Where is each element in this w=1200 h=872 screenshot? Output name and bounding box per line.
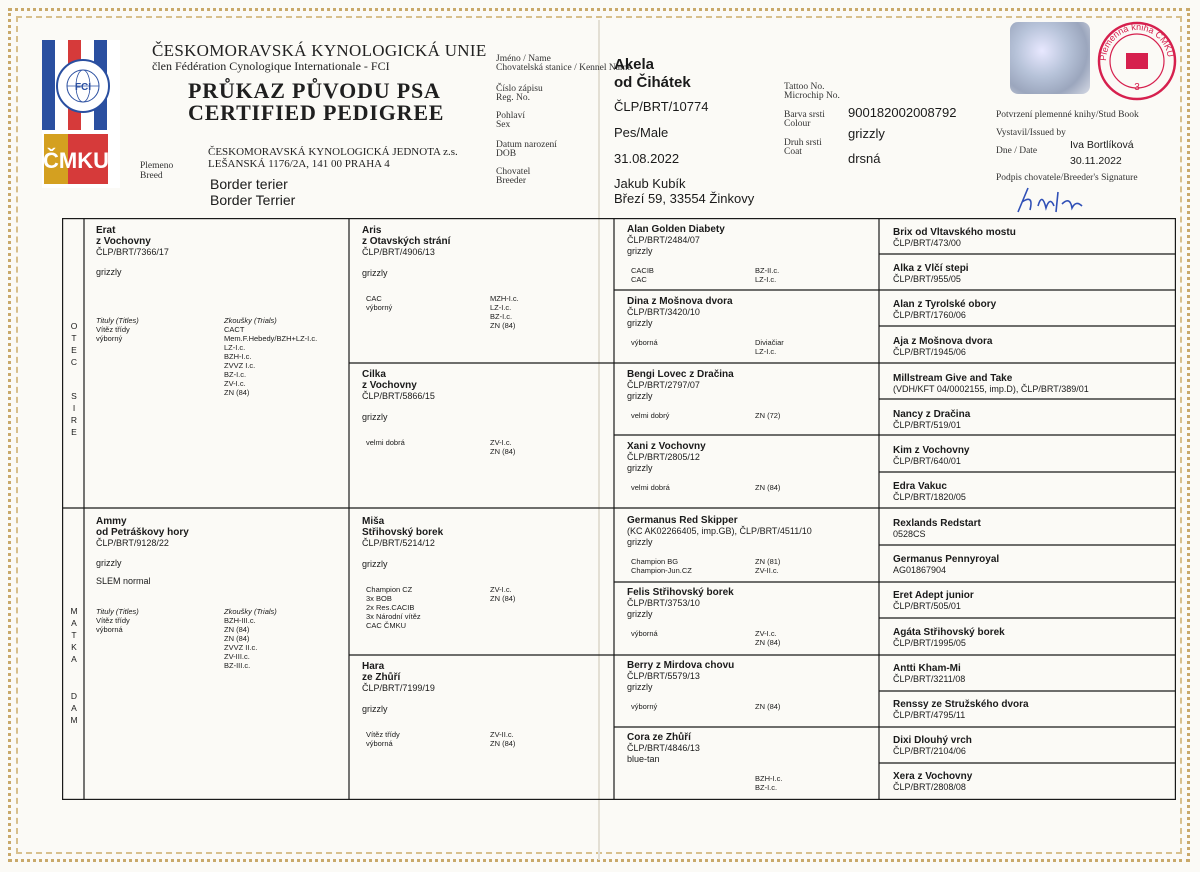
great-grandparent-name: Berry z Mirdova chovu — [627, 660, 735, 671]
tattoo-label: Tattoo No. — [784, 82, 825, 92]
grandparent-name: Miša — [362, 516, 385, 527]
great-grandparent-colour: blue-tan — [627, 754, 660, 764]
title-cz: PRŮKAZ PŮVODU PSA — [188, 78, 441, 103]
reg-label-en: Reg. No. — [496, 93, 531, 103]
great-grandparent-colour: grizzly — [627, 463, 653, 473]
title-item: výborný — [96, 334, 123, 343]
great-grandparent-colour: grizzly — [627, 246, 653, 256]
dog-colour: grizzly — [848, 126, 885, 141]
show-result: CAC ČMKU — [366, 621, 407, 630]
title-item: Vítěz třídy — [96, 325, 130, 334]
ancestor-reg-number: ČLP/BRT/640/01 — [893, 456, 961, 466]
grandparent-colour: grizzly — [362, 559, 388, 569]
grandparent-name: Hara — [362, 661, 385, 672]
microchip-number: 900182002008792 — [848, 105, 957, 120]
breed-value-cz: Border terier — [210, 176, 288, 192]
parent-name: Ammy — [96, 516, 127, 527]
show-result: Champion CZ — [366, 585, 413, 594]
great-grandparent-name: Xani z Vochovny — [627, 441, 706, 452]
colour-label-en: Colour — [784, 119, 811, 129]
ancestor-reg-number: ČLP/BRT/1995/05 — [893, 638, 966, 648]
grandparent-kennel: Střihovský borek — [362, 527, 444, 538]
breed-value-en: Border Terrier — [210, 192, 296, 208]
grandparent-name: Cilka — [362, 369, 386, 380]
ancestor-name: Brix od Vltavského mostu — [893, 227, 1016, 238]
trial-result: ZN (81) — [755, 557, 781, 566]
trial-item: ZV-III.c. — [224, 652, 250, 661]
titles-label: Tituly (Titles) — [96, 316, 139, 325]
trial-result: Diviačiar — [755, 338, 784, 347]
trial-result: LZ-I.c. — [755, 274, 777, 284]
trial-item: ZN (84) — [224, 634, 250, 643]
cmku-fci-logo-icon — [42, 40, 120, 188]
coat-label: Druh srsti — [784, 138, 822, 148]
ancestor-reg-number: ČLP/BRT/505/01 — [893, 601, 961, 611]
great-grandparent-reg-number: (KC AK02266405, imp.GB), ČLP/BRT/4511/10 — [627, 526, 812, 536]
trial-item: ZN (84) — [224, 388, 250, 397]
dam-label-cz: M A T K A — [70, 606, 78, 664]
grandparent-reg-number: ČLP/BRT/5214/12 — [362, 538, 435, 548]
sire-label-cz: O T E C — [70, 321, 78, 367]
grandparent-name: Aris — [362, 225, 382, 236]
org-membership: člen Fédération Cynologique Internationale - FCI — [152, 59, 390, 73]
parent-health-note: SLEM normal — [96, 576, 151, 586]
trial-result: ZN (84) — [755, 702, 781, 711]
grandparent-reg-number: ČLP/BRT/5866/15 — [362, 391, 435, 401]
kennel-label: Chovatelská stanice / Kennel Name — [496, 63, 632, 73]
ancestor-reg-number: ČLP/BRT/1820/05 — [893, 492, 966, 502]
grandparent-kennel: z Otavských strání — [362, 236, 451, 247]
grandparent-reg-number: ČLP/BRT/7199/19 — [362, 683, 435, 693]
trial-item: LZ-I.c. — [224, 343, 246, 352]
breeder-name: Jakub Kubík — [614, 176, 686, 191]
great-grandparent-reg-number: ČLP/BRT/5579/13 — [627, 671, 700, 681]
great-grandparent-reg-number: ČLP/BRT/3420/10 — [627, 307, 700, 317]
breeder-label: Chovatel — [496, 167, 531, 177]
title-item: Vítěz třídy — [96, 616, 130, 625]
parent-name: Erat — [96, 225, 116, 236]
great-grandparent-reg-number: ČLP/BRT/2805/12 — [627, 452, 700, 462]
grandparent-kennel: z Vochovny — [362, 380, 417, 391]
ancestor-reg-number: ČLP/BRT/3211/08 — [893, 674, 966, 684]
trial-item: CACT — [224, 325, 245, 334]
issue-date: 30.11.2022 — [1070, 155, 1122, 167]
sire-label-en: S I R E — [70, 391, 78, 437]
trial-item: BZ-III.c. — [224, 661, 251, 670]
ancestor-name: Eret Adept junior — [893, 590, 974, 601]
ancestor-name: Edra Vakuc — [893, 481, 947, 492]
show-result: velmi dobrá — [631, 483, 670, 492]
dog-coat: drsná — [848, 151, 881, 166]
great-grandparent-colour: grizzly — [627, 391, 653, 401]
ancestor-reg-number: AG01867904 — [893, 565, 947, 575]
trials-label: Zkoušky (Trials) — [224, 607, 277, 616]
trial-result: BZ-I.c. — [755, 782, 778, 792]
ancestor-reg-number: ČLP/BRT/1945/06 — [893, 347, 966, 357]
trial-item: ZVVZ I.c. — [224, 361, 256, 370]
ancestor-name: Kim z Vochovny — [893, 445, 970, 456]
name-label: Jméno / Name — [496, 54, 551, 64]
breeder-signature-icon — [1010, 182, 1095, 220]
club-address: LEŠANSKÁ 1176/2A, 141 00 PRAHA 4 — [208, 158, 390, 170]
ancestor-name: Millstream Give and Take — [893, 373, 1013, 384]
ancestor-name: Germanus Pennyroyal — [893, 554, 1000, 565]
great-grandparent-colour: grizzly — [627, 537, 653, 547]
ancestor-name: Renssy ze Stružského dvora — [893, 699, 1029, 710]
show-result: velmi dobrá — [366, 438, 405, 447]
pedigree-grid — [62, 218, 1176, 800]
stamp-text: Plemenná kniha ČMKU — [1097, 21, 1176, 62]
show-result: CACIB — [631, 266, 654, 275]
grandparent-reg-number: ČLP/BRT/4906/13 — [362, 247, 435, 257]
trial-result: ZN (84) — [490, 739, 516, 748]
studbook-confirm-label: Potvrzení plemenné knihy/Stud Book — [996, 110, 1139, 120]
show-result: výborná — [631, 338, 658, 347]
studbook-stamp-icon — [1096, 20, 1178, 102]
coat-label-en: Coat — [784, 147, 802, 157]
logo-fci-text: FCI — [74, 82, 92, 93]
ancestor-name: Alan z Tyrolské obory — [893, 299, 997, 310]
ancestor-name: Nancy z Dračina — [893, 409, 971, 420]
trials-label: Zkoušky (Trials) — [224, 316, 277, 325]
date-label: Dne / Date — [996, 146, 1038, 156]
show-result: velmi dobrý — [631, 411, 670, 420]
colour-label: Barva srsti — [784, 110, 825, 120]
trial-item: ZV-I.c. — [224, 379, 246, 388]
show-result: CAC — [366, 294, 382, 303]
ancestor-reg-number: (VDH/KFT 04/0002155, imp.D), ČLP/BRT/389/01 — [893, 384, 1089, 394]
titles-label: Tituly (Titles) — [96, 607, 139, 616]
hologram-icon — [1010, 22, 1090, 94]
sex-label: Pohlaví — [496, 111, 526, 121]
great-grandparent-reg-number: ČLP/BRT/4846/13 — [627, 743, 700, 753]
trial-result: BZ-I.c. — [490, 312, 513, 321]
dog-sex: Pes/Male — [614, 125, 669, 140]
show-result: 3x Národní vítěz — [366, 612, 421, 621]
trial-result: ZN (84) — [490, 447, 516, 456]
show-result: 2x Res.CACIB — [366, 603, 415, 612]
title-en: CERTIFIED PEDIGREE — [188, 100, 445, 125]
great-grandparent-colour: grizzly — [627, 318, 653, 328]
ancestor-name: Agáta Střihovský borek — [893, 627, 1005, 638]
breeder-address: Březí 59, 33554 Žinkovy — [614, 191, 755, 206]
great-grandparent-reg-number: ČLP/BRT/3753/10 — [627, 598, 700, 608]
ancestor-reg-number: ČLP/BRT/473/00 — [893, 238, 961, 248]
parent-reg-number: ČLP/BRT/7366/17 — [96, 247, 169, 257]
ancestor-reg-number: ČLP/BRT/2808/08 — [893, 782, 966, 792]
trial-result: ZV-I.c. — [490, 438, 512, 447]
trial-result: LZ-I.c. — [755, 346, 777, 356]
ancestor-reg-number: ČLP/BRT/519/01 — [893, 420, 961, 430]
show-result: výborná — [366, 739, 393, 748]
great-grandparent-name: Cora ze Zhůří — [627, 732, 691, 743]
great-grandparent-colour: grizzly — [627, 609, 653, 619]
trial-item: BZH-I.c. — [224, 352, 252, 361]
trial-item: BZH-III.c. — [224, 616, 256, 625]
trial-result: ZV-I.c. — [490, 585, 512, 594]
show-result: Vítěz třídy — [366, 730, 400, 739]
sex-label-en: Sex — [496, 120, 511, 130]
dog-dob: 31.08.2022 — [614, 151, 680, 166]
dog-name: Akela — [614, 56, 655, 73]
trial-result: LZ-I.c. — [490, 303, 512, 312]
grandparent-colour: grizzly — [362, 412, 388, 422]
ancestor-name: Alka z Vlčí stepi — [893, 263, 969, 274]
breed-label-en: Breed — [140, 171, 163, 181]
trial-item: BZ-I.c. — [224, 370, 247, 379]
show-result: Champion BG — [631, 557, 679, 566]
breed-label: Plemeno — [140, 161, 174, 171]
ancestor-reg-number: 0528CS — [893, 529, 926, 539]
ancestor-name: Xera z Vochovny — [893, 771, 973, 782]
reg-label: Číslo zápisu — [496, 84, 543, 94]
great-grandparent-name: Germanus Red Skipper — [627, 515, 738, 526]
ancestor-reg-number: ČLP/BRT/1760/06 — [893, 310, 966, 320]
trial-result: ZV-II.c. — [755, 565, 779, 575]
show-result: výborný — [631, 702, 658, 711]
great-grandparent-name: Bengi Lovec z Dračina — [627, 369, 734, 380]
ancestor-reg-number: ČLP/BRT/2104/06 — [893, 746, 966, 756]
ancestor-reg-number: ČLP/BRT/955/05 — [893, 274, 961, 284]
parent-kennel: z Vochovny — [96, 236, 151, 247]
trial-item: ZN (84) — [224, 625, 250, 634]
great-grandparent-colour: grizzly — [627, 682, 653, 692]
breeder-label-en: Breeder — [496, 176, 527, 186]
trial-result: BZ-II.c. — [755, 266, 780, 275]
trial-item: ZVVZ II.c. — [224, 643, 258, 652]
dog-reg-number: ČLP/BRT/10774 — [614, 99, 709, 114]
ancestor-name: Aja z Mošnova dvora — [893, 336, 993, 347]
great-grandparent-reg-number: ČLP/BRT/2484/07 — [627, 235, 700, 245]
show-result: výborná — [631, 629, 658, 638]
grandparent-colour: grizzly — [362, 268, 388, 278]
show-result: Champion-Jun.CZ — [631, 565, 692, 575]
trial-result: ZN (84) — [490, 594, 516, 603]
show-result: CAC — [631, 274, 647, 284]
grandparent-colour: grizzly — [362, 704, 388, 714]
issued-by-name: Iva Bortlíková — [1070, 139, 1134, 151]
great-grandparent-name: Felis Střihovský borek — [627, 587, 734, 598]
parent-colour: grizzly — [96, 267, 122, 277]
microchip-label: Microchip No. — [784, 91, 840, 101]
issued-by-label: Vystavil/Issued by — [996, 128, 1066, 138]
dob-label: Datum narození — [496, 140, 557, 150]
great-grandparent-reg-number: ČLP/BRT/2797/07 — [627, 380, 700, 390]
great-grandparent-name: Alan Golden Diabety — [627, 224, 725, 235]
stamp-number: 3 — [1134, 82, 1140, 93]
trial-item: Mem.F.Hebedy/BZH+LZ-I.c. — [224, 334, 318, 343]
parent-kennel: od Petráškovy hory — [96, 527, 189, 538]
title-item: výborná — [96, 625, 123, 634]
parent-colour: grizzly — [96, 558, 122, 568]
ancestor-name: Antti Kham-Mi — [893, 663, 961, 674]
ancestor-name: Dixi Dlouhý vrch — [893, 735, 972, 746]
trial-result: ZN (84) — [490, 321, 516, 330]
trial-result: ZV-I.c. — [755, 629, 777, 638]
trial-result: ZN (84) — [755, 483, 781, 492]
ancestor-name: Rexlands Redstart — [893, 518, 981, 529]
show-result: 3x BOB — [366, 594, 392, 603]
breeder-signature-label: Podpis chovatele/Breeder's Signature — [996, 173, 1138, 183]
trial-result: MZH-I.c. — [490, 294, 519, 303]
dam-label-en: D A M — [70, 691, 78, 725]
ancestor-reg-number: ČLP/BRT/4795/11 — [893, 710, 966, 720]
dob-label-en: DOB — [496, 149, 517, 159]
parent-reg-number: ČLP/BRT/9128/22 — [96, 538, 169, 548]
club-name: ČESKOMORAVSKÁ KYNOLOGICKÁ JEDNOTA z.s. — [208, 146, 458, 158]
trial-result: ZV-II.c. — [490, 730, 514, 739]
show-result: výborný — [366, 303, 393, 312]
org-name: ČESKOMORAVSKÁ KYNOLOGICKÁ UNIE — [152, 41, 487, 60]
dog-kennel: od Čihátek — [614, 74, 691, 91]
trial-result: ZN (84) — [755, 637, 781, 647]
trial-result: BZH-I.c. — [755, 774, 783, 783]
grandparent-kennel: ze Zhůří — [362, 672, 401, 683]
logo-cmku-text: ČMKU — [43, 148, 109, 173]
great-grandparent-name: Dina z Mošnova dvora — [627, 296, 733, 307]
trial-result: ZN (72) — [755, 411, 781, 420]
